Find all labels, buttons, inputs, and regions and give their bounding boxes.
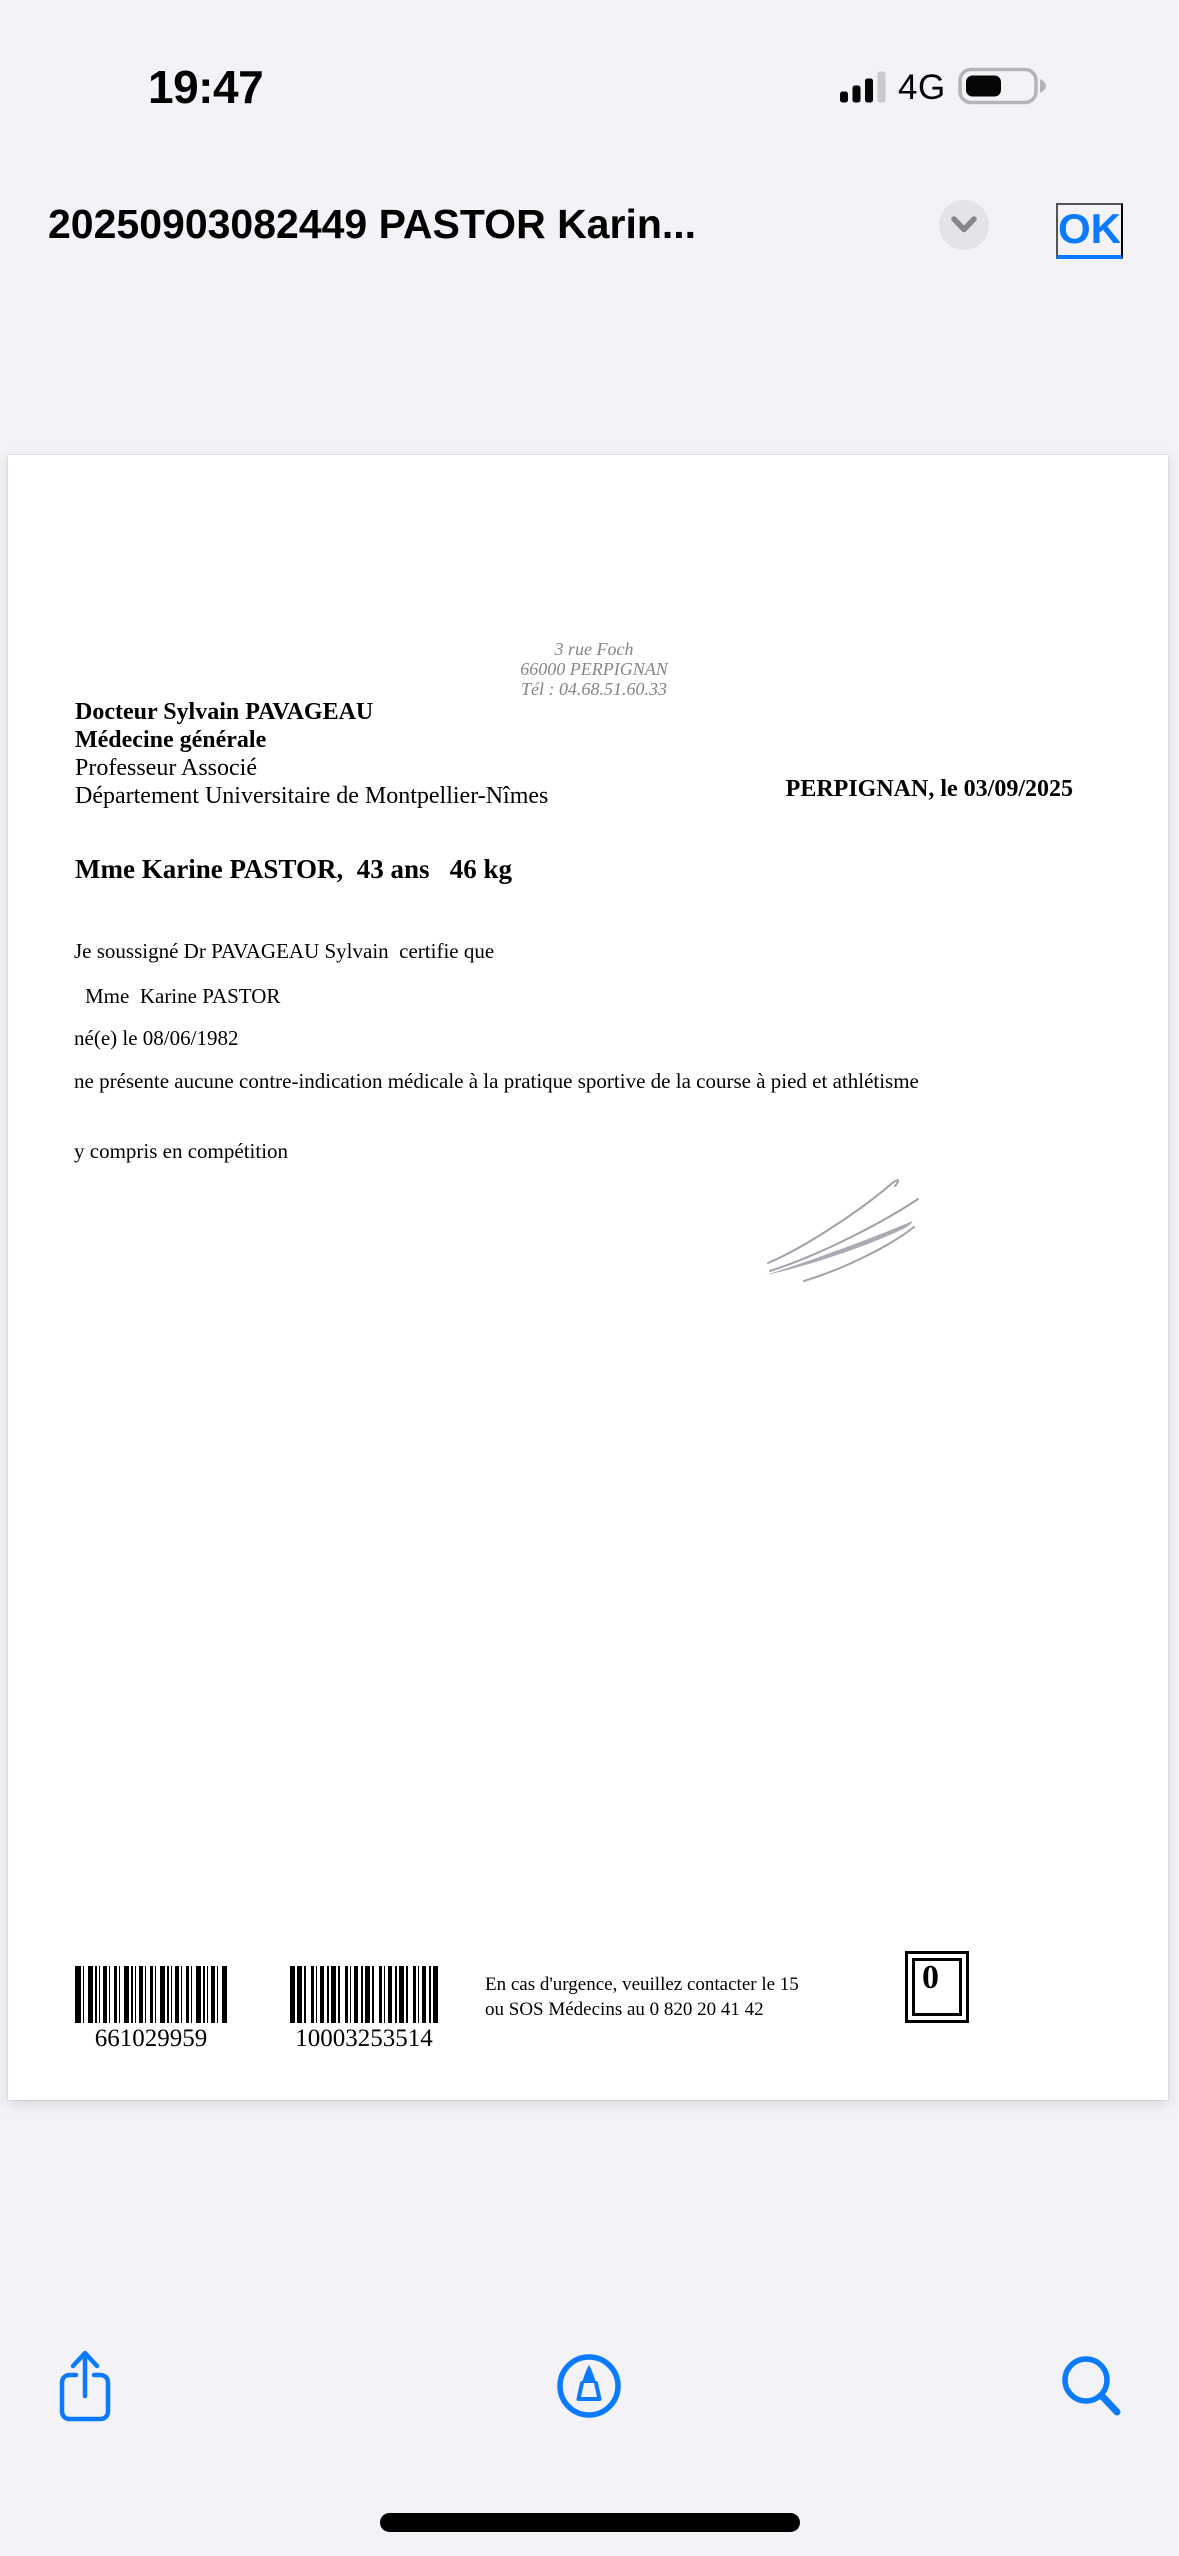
document-page[interactable] <box>8 455 1168 2100</box>
barcode <box>75 1966 227 2023</box>
doctor-name: Docteur Sylvain PAVAGEAU <box>75 699 374 725</box>
search-button[interactable] <box>1060 2354 1124 2423</box>
doctor-block <box>75 698 548 810</box>
emergency-notice <box>485 1972 799 2022</box>
doctor-title: Professeur Associé <box>75 755 257 781</box>
barcode-number: 10003253514 <box>295 2025 433 2052</box>
status-right-cluster <box>840 66 1046 110</box>
certificate-line: né(e) le 08/06/1982 <box>74 1026 239 1050</box>
share-button[interactable] <box>57 2346 113 2427</box>
document-title: 20250903082449 PASTOR Karin... <box>48 201 697 247</box>
letterhead-city-line: 66000 PERPIGNAN <box>520 659 668 679</box>
letterhead-phone-line: Tél : 04.68.51.60.33 <box>521 679 667 699</box>
doctor-specialty: Médecine générale <box>75 727 267 753</box>
certificate-line: y compris en compétition <box>74 1139 289 1163</box>
ok-button[interactable]: OK <box>1056 203 1123 259</box>
chevron-down-icon <box>939 199 989 252</box>
patient-line: Mme Karine PASTOR, 43 ans 46 kg <box>75 854 513 884</box>
doctor-signature <box>758 1161 928 1291</box>
letterhead <box>288 639 900 699</box>
markup-button[interactable] <box>555 2352 623 2423</box>
doctor-department: Département Universitaire de Montpellier-Nîmes <box>75 783 549 809</box>
emergency-line: En cas d'urgence, veuillez contacter le 15 <box>485 1974 799 1995</box>
title-dropdown-button[interactable] <box>939 200 989 250</box>
search-icon <box>1060 2408 1124 2423</box>
battery-icon <box>958 66 1046 111</box>
certificate-line: Je soussigné Dr PAVAGEAU Sylvain certifie que <box>74 939 495 963</box>
markup-pen-icon <box>555 2408 623 2423</box>
letterhead-address-line: 3 rue Foch <box>554 639 634 659</box>
barcode-number: 661029959 <box>94 2025 208 2052</box>
cellular-signal-icon <box>840 69 886 108</box>
emergency-line: ou SOS Médecins au 0 820 20 41 42 <box>485 1999 764 2020</box>
network-type-label: 4G <box>898 68 946 107</box>
home-indicator[interactable] <box>380 2513 800 2532</box>
date-line: PERPIGNAN, le 03/09/2025 <box>785 776 1073 802</box>
counter-value: 0 <box>922 1959 939 1996</box>
share-icon <box>57 2412 113 2427</box>
counter-box <box>905 1951 969 2023</box>
barcode <box>290 1966 438 2023</box>
counter-box-inner <box>912 1958 962 2016</box>
certificate-line: ne présente aucune contre-indication médicale à la pratique sportive de la course à pied et athlétisme <box>74 1069 919 1093</box>
certificate-line: Mme Karine PASTOR <box>85 984 281 1008</box>
status-time: 19:47 <box>148 61 264 113</box>
